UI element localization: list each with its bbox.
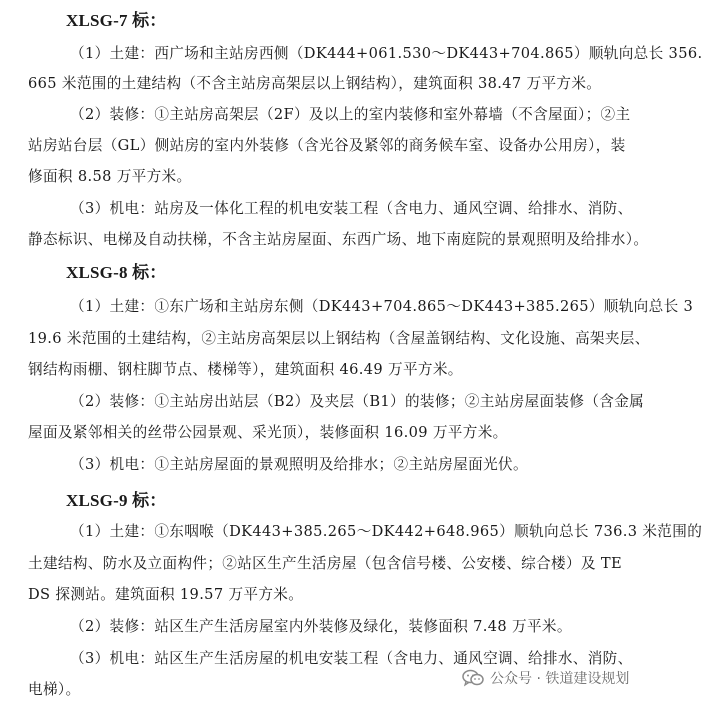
- wechat-official-account-icon: [462, 669, 484, 687]
- paragraph-line: 静态标识、电梯及自动扶梯，不含主站房屋面、东西广场、地下南庭院的景观照明及给排水）。: [28, 231, 649, 248]
- paragraph-line: 屋面及紧邻相关的丝带公园景观、采光顶），装修面积 16.09 万平方米。: [28, 424, 508, 441]
- paragraph-line: （2）装修：①主站房出站层（B2）及夹层（B1）的装修；②主站房屋面装修（含金属: [70, 393, 645, 410]
- paragraph-line: （3）机电：站区生产生活房屋的机电安装工程（含电力、通风空调、给排水、消防、: [70, 650, 633, 667]
- paragraph-line: （3）机电：站房及一体化工程的机电安装工程（含电力、通风空调、给排水、消防、: [70, 200, 633, 217]
- paragraph-line: 665 米范围的土建结构（不含主站房高架层以上钢结构），建筑面积 38.47 万平方米。: [28, 75, 602, 92]
- section-heading-xlsg-8: XLSG-8 标：: [66, 263, 167, 282]
- paragraph-line: 钢结构雨棚、钢柱脚节点、楼梯等），建筑面积 46.49 万平方米。: [28, 361, 463, 378]
- paragraph-line: 修面积 8.58 万平方米。: [28, 168, 192, 185]
- paragraph-line: 土建结构、防水及立面构件；②站区生产生活房屋（包含信号楼、公安楼、综合楼）及 TE: [28, 555, 622, 572]
- watermark-text: 公众号 · 铁道建设规划: [490, 671, 630, 687]
- paragraph-line: （2）装修：①主站房高架层（2F）及以上的室内装修和室外幕墙（不含屋面）；②主: [70, 106, 631, 123]
- paragraph-line: 19.6 米范围的土建结构，②主站房高架层以上钢结构（含屋盖钢结构、文化设施、高架夹层、: [28, 330, 650, 347]
- paragraph-line: DS 探测站。建筑面积 19.57 万平方米。: [28, 586, 304, 603]
- paragraph-line: （1）土建：①东咽喉（DK443+385.265～DK442+648.965）顺轨向总长 736.3 米范围的: [70, 523, 703, 540]
- paragraph-line: （1）土建：西广场和主站房西侧（DK444+061.530～DK443+704.865）顺轨向总长 356.: [70, 45, 703, 62]
- paragraph-line: （3）机电：①主站房屋面的景观照明及给排水；②主站房屋面光伏。: [70, 456, 528, 473]
- paragraph-line: （1）土建：①东广场和主站房东侧（DK443+704.865～DK443+385.265）顺轨向总长 3: [70, 298, 694, 315]
- watermark: [462, 668, 629, 688]
- section-heading-xlsg-9: XLSG-9 标：: [66, 491, 167, 510]
- paragraph-line: 站房站台层（GL）侧站房的室内外装修（含光谷及紧邻的商务候车室、设备办公用房），装: [28, 137, 626, 154]
- section-heading-xlsg-7: XLSG-7 标：: [66, 11, 167, 30]
- paragraph-line: 电梯）。: [28, 681, 81, 698]
- paragraph-line: （2）装修：站区生产生活房屋室内外装修及绿化，装修面积 7.48 万平米。: [70, 618, 572, 635]
